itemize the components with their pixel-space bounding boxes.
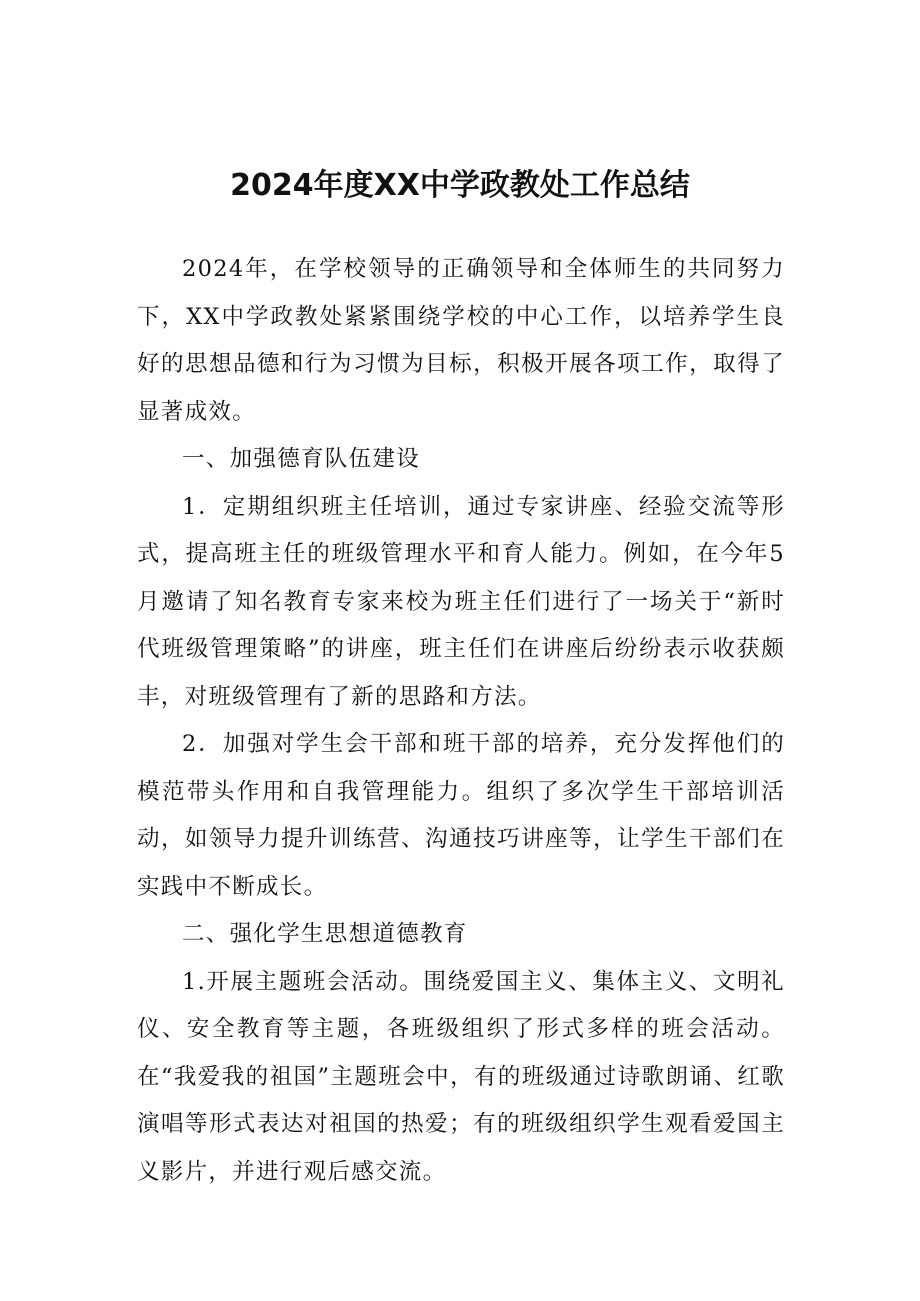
document-title: 2024年度XX中学政教处工作总结 xyxy=(230,168,690,203)
section-1-item-2: 2．加强对学生会干部和班干部的培养，充分发挥他们的模范带头作用和自我管理能力。组织了多次学生干部培训活动，如领导力提升训练营、沟通技巧讲座等，让学生干部们在实践中不断成长。 xyxy=(137,731,785,900)
intro-paragraph: 2024年，在学校领导的正确领导和全体师生的共同努力下，XX中学政教处紧紧围绕学校的中心工作，以培养学生良好的思想品德和行为习惯为目标，积极开展各项工作，取得了显著成效。 xyxy=(137,256,785,425)
section-1-item-1: 1．定期组织班主任培训，通过专家讲座、经验交流等形式，提高班主任的班级管理水平和育人能力。例如，在今年5月邀请了知名教育专家来校为班主任们进行了一场关于“新时代班级管理策略”的讲座，班主任们在讲座后纷纷表示收获颇丰，对班级管理有了新的思路和方法。 xyxy=(137,493,785,710)
section-2-item-1: 1.开展主题班会活动。围绕爱国主义、集体主义、文明礼仪、安全教育等主题，各班级组织了形式多样的班会活动。在“我爱我的祖国”主题班会中，有的班级通过诗歌朗诵、红歌演唱等形式表达对祖国的热爱；有的班级组织学生观看爱国主义影片，并进行观后感交流。 xyxy=(137,968,785,1185)
document-body xyxy=(137,246,785,1196)
section-heading-2: 二、强化学生思想道德教育 xyxy=(182,921,468,947)
section-heading-1: 一、加强德育队伍建设 xyxy=(182,446,421,472)
